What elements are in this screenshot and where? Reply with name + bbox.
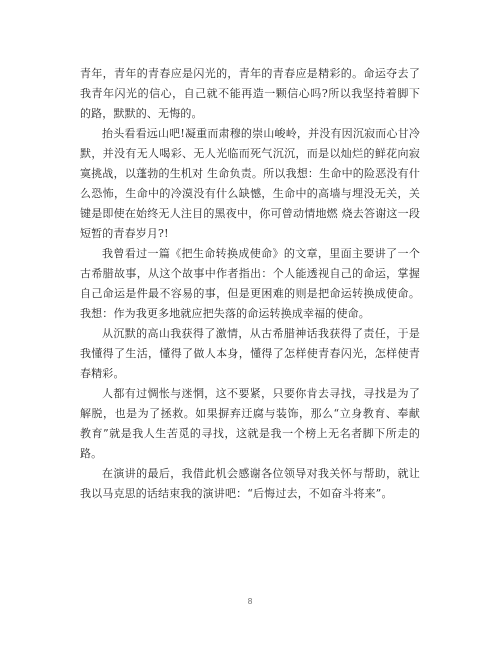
paragraph-5: 人都有过惆怅与迷惘，这不要紧，只要你肯去寻找，寻找是为了解脱，也是为了拯救。如果摒弃迂腐与装饰，那么“立身教育、奉献教育”就是我人生苦觅的寻找，这就是我一个榜上无名者脚下所走的路。	[80, 387, 420, 460]
paragraph-4: 从沉默的高山我获得了激情，从古希腊神话我获得了责任，于是我懂得了生活，懂得了做人本身，懂得了怎样使青春闪光，怎样使青春精彩。	[80, 327, 420, 380]
document-body	[80, 64, 420, 504]
page-number: 8	[247, 597, 253, 606]
paragraph-2: 抬头看看远山吧!凝重而肃穆的崇山峻岭，并没有因沉寂而心甘冷默，并没有无人喝彩、无人光临而死气沉沉，而是以灿烂的鲜花向寂寞挑战，以蓬勃的生机对 生命负责。所以我想：生命中的险恶没有什么恐怖，生命中的冷漠没有什么缺憾，生命中的高墙与埋没无关，关键是即使在始终无人注目的黑夜中，你可曾动情地燃 烧去答谢这一段短暂的青春岁月?!	[80, 127, 420, 240]
paragraph-6: 在演讲的最后，我借此机会感谢各位领导对我关怀与帮助，就让我以马克思的话结束我的演讲吧：“后悔过去，不如奋斗将来”。	[80, 467, 420, 500]
paragraph-1: 青年，青年的青春应是闪光的，青年的青春应是精彩的。命运夺去了我青年闪光的信心，自己就不能再造一颗信心吗?所以我坚持着脚下的路，默默的、无悔的。	[80, 67, 420, 120]
paragraph-3: 我曾看过一篇《把生命转换成使命》的文章，里面主要讲了一个古希腊故事，从这个故事中作者指出：个人能透视自己的命运，掌握自己命运是件最不容易的事，但是更困难的则是把命运转换成使命。我想：作为我更多地就应把失落的命运转换成幸福的使命。	[80, 247, 420, 320]
